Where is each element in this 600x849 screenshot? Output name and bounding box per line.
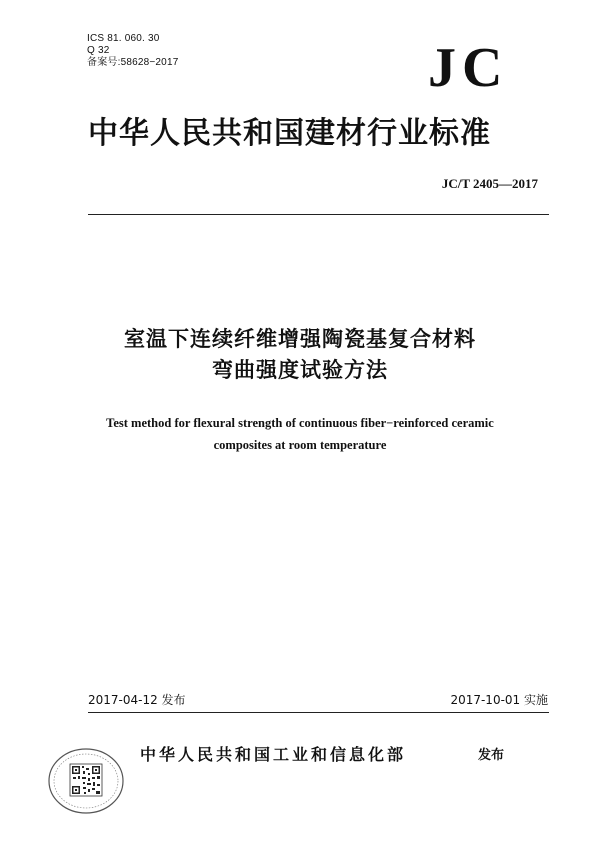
- record-number: 备案号:58628−2017: [87, 57, 179, 68]
- ccs-code: Q 32: [87, 45, 110, 56]
- issue-date: 2017-04-12 发布: [88, 693, 186, 707]
- chinese-title: [0, 324, 600, 386]
- bottom-divider: [88, 712, 549, 713]
- english-title-line-1: Test method for flexural strength of continuous fiber−reinforced ceramic: [106, 416, 494, 430]
- issuing-authority: 中华人民共和国工业和信息化部: [140, 745, 407, 764]
- jc-logo: JC: [428, 37, 509, 99]
- english-title: [60, 412, 540, 456]
- chinese-title-line-1: 室温下连续纤维增强陶瓷基复合材料: [124, 327, 476, 351]
- standard-title: 中华人民共和国建材行业标准: [88, 116, 491, 151]
- top-divider: [88, 214, 549, 215]
- standard-number: JC/T 2405—2017: [441, 176, 538, 191]
- qr-code-seal-icon: [46, 746, 126, 816]
- english-title-line-2: composites at room temperature: [213, 438, 387, 452]
- implementation-date: 2017-10-01 实施: [450, 693, 548, 707]
- ics-code: ICS 81. 060. 30: [87, 33, 160, 44]
- issuing-label: 发布: [478, 748, 505, 763]
- chinese-title-line-2: 弯曲强度试验方法: [212, 358, 388, 382]
